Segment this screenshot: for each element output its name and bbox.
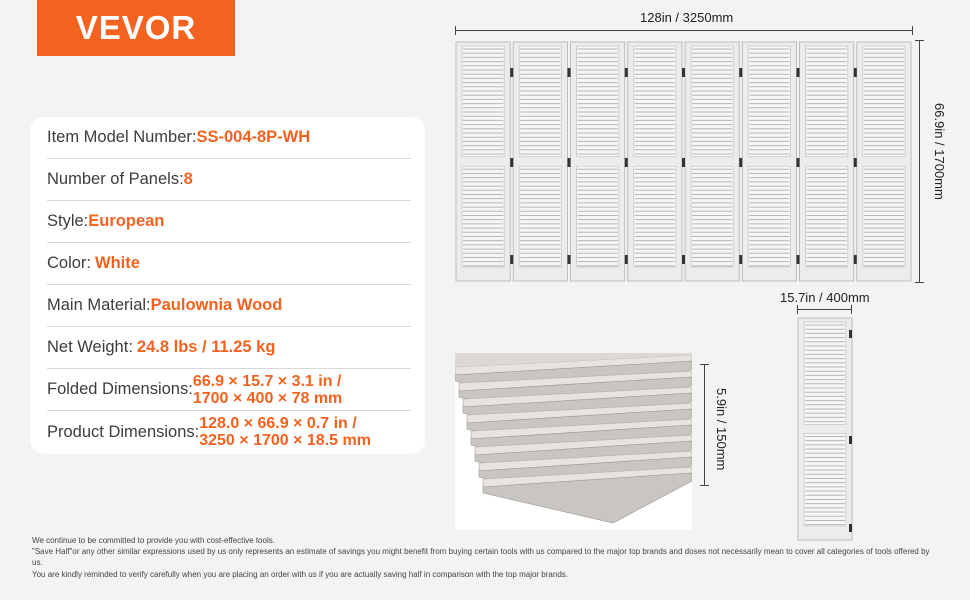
hinge [739, 158, 742, 167]
hinge [510, 68, 513, 77]
spec-row-model [47, 117, 411, 159]
hinge [625, 255, 628, 264]
spec-value-line2: 1700 × 400 × 78 mm [192, 389, 343, 407]
spec-value: 8 [183, 170, 193, 188]
stacked-panels-image [455, 353, 692, 530]
hinge [625, 68, 628, 77]
hinge [849, 524, 852, 532]
spec-label: Color: [47, 254, 92, 272]
disclaimer-line: We continue to be committed to provide you with cost-effective tools. [32, 536, 275, 545]
hinge [568, 68, 571, 77]
spec-value-line2: 3250 × 1700 × 18.5 mm [199, 432, 371, 449]
hinge [797, 255, 800, 264]
disclaimer-line: You are kindly reminded to verify carefully when you are placing an order with us if you are actually saving half in comparison with the top major brands. [32, 569, 568, 579]
panel [685, 42, 739, 281]
hinge [510, 158, 513, 167]
vevor-logo [37, 0, 235, 56]
spec-value: 24.8 lbs / 11.25 kg [136, 338, 276, 356]
hinge [849, 330, 852, 338]
spec-value-line1: 66.9 × 15.7 × 3.1 in / [192, 372, 342, 390]
hinge [854, 68, 857, 77]
hinge [510, 255, 513, 264]
spec-value [193, 373, 393, 407]
stack-dimension-tick-top [700, 364, 709, 365]
panel [513, 42, 567, 281]
hinge [682, 68, 685, 77]
spec-row-style [47, 201, 411, 243]
spec-label: Item Model Number: [47, 128, 197, 146]
room-divider-image [455, 40, 913, 283]
spec-label: Main Material: [47, 296, 151, 314]
panel [571, 42, 625, 281]
hinge [797, 68, 800, 77]
spec-label: Net Weight: [47, 338, 133, 356]
hinge [682, 158, 685, 167]
hinge [849, 436, 852, 444]
spec-value: White [95, 254, 140, 272]
stack-dimension-line [704, 364, 705, 485]
spec-label: Product Dimensions: [47, 422, 200, 441]
hinge [682, 255, 685, 264]
hinge [739, 255, 742, 264]
hinge [854, 158, 857, 167]
stack-dimension-tick-bottom [700, 485, 709, 486]
spec-row-weight [47, 327, 411, 369]
panel [456, 42, 510, 281]
panel-width-tick-left [797, 305, 798, 314]
disclaimer-line: "Save Half"or any other similar expressions used by us only represents an estimate of savings you might benefit from buying certain tools with us compared to the major top brands and doses not necessarily mean to cover all categories of tools offered by us. [32, 547, 930, 568]
spec-value: SS-004-8P-WH [196, 128, 311, 146]
single-panel-image [797, 316, 853, 542]
panel-width-tick-right [851, 305, 852, 314]
spec-row-color [47, 243, 411, 285]
hinge [797, 158, 800, 167]
stacked-panels-photo [455, 353, 692, 530]
spec-card [30, 117, 425, 454]
panel [798, 318, 852, 540]
spec-row-folded [47, 369, 411, 411]
spec-label: Style: [47, 212, 89, 230]
hinge [854, 255, 857, 264]
spec-value: European [88, 212, 165, 230]
hinge [568, 255, 571, 264]
spec-row-panels [47, 159, 411, 201]
spec-value-line1: 128.0 × 66.9 × 0.7 in / [199, 415, 357, 432]
hinge [568, 158, 571, 167]
logo-text: VEVOR [75, 9, 197, 46]
spec-row-product [47, 411, 411, 453]
width-dimension-label: 128in / 3250mm [640, 10, 734, 25]
panel [742, 42, 796, 281]
spec-label: Number of Panels: [47, 170, 184, 188]
hinge [739, 68, 742, 77]
height-dimension-label: 66.9in / 1700mm [932, 103, 947, 200]
panel-width-line [797, 309, 852, 310]
spec-row-material [47, 285, 411, 327]
width-dimension-tick-right [912, 26, 913, 35]
spec-value [199, 415, 399, 449]
panel-width-label: 15.7in / 400mm [780, 290, 870, 305]
height-dimension-line [919, 40, 920, 282]
width-dimension-tick-left [455, 26, 456, 35]
height-dimension-tick-bottom [915, 282, 924, 283]
panel [628, 42, 682, 281]
panel [857, 42, 911, 281]
spec-value: Paulownia Wood [150, 296, 283, 314]
hinge [625, 158, 628, 167]
spec-label: Folded Dimensions: [47, 380, 193, 398]
stack-dimension-label: 5.9in / 150mm [714, 388, 729, 471]
disclaimer [32, 535, 937, 580]
panel [800, 42, 854, 281]
width-dimension-line [455, 30, 913, 31]
height-dimension-tick-top [915, 40, 924, 41]
